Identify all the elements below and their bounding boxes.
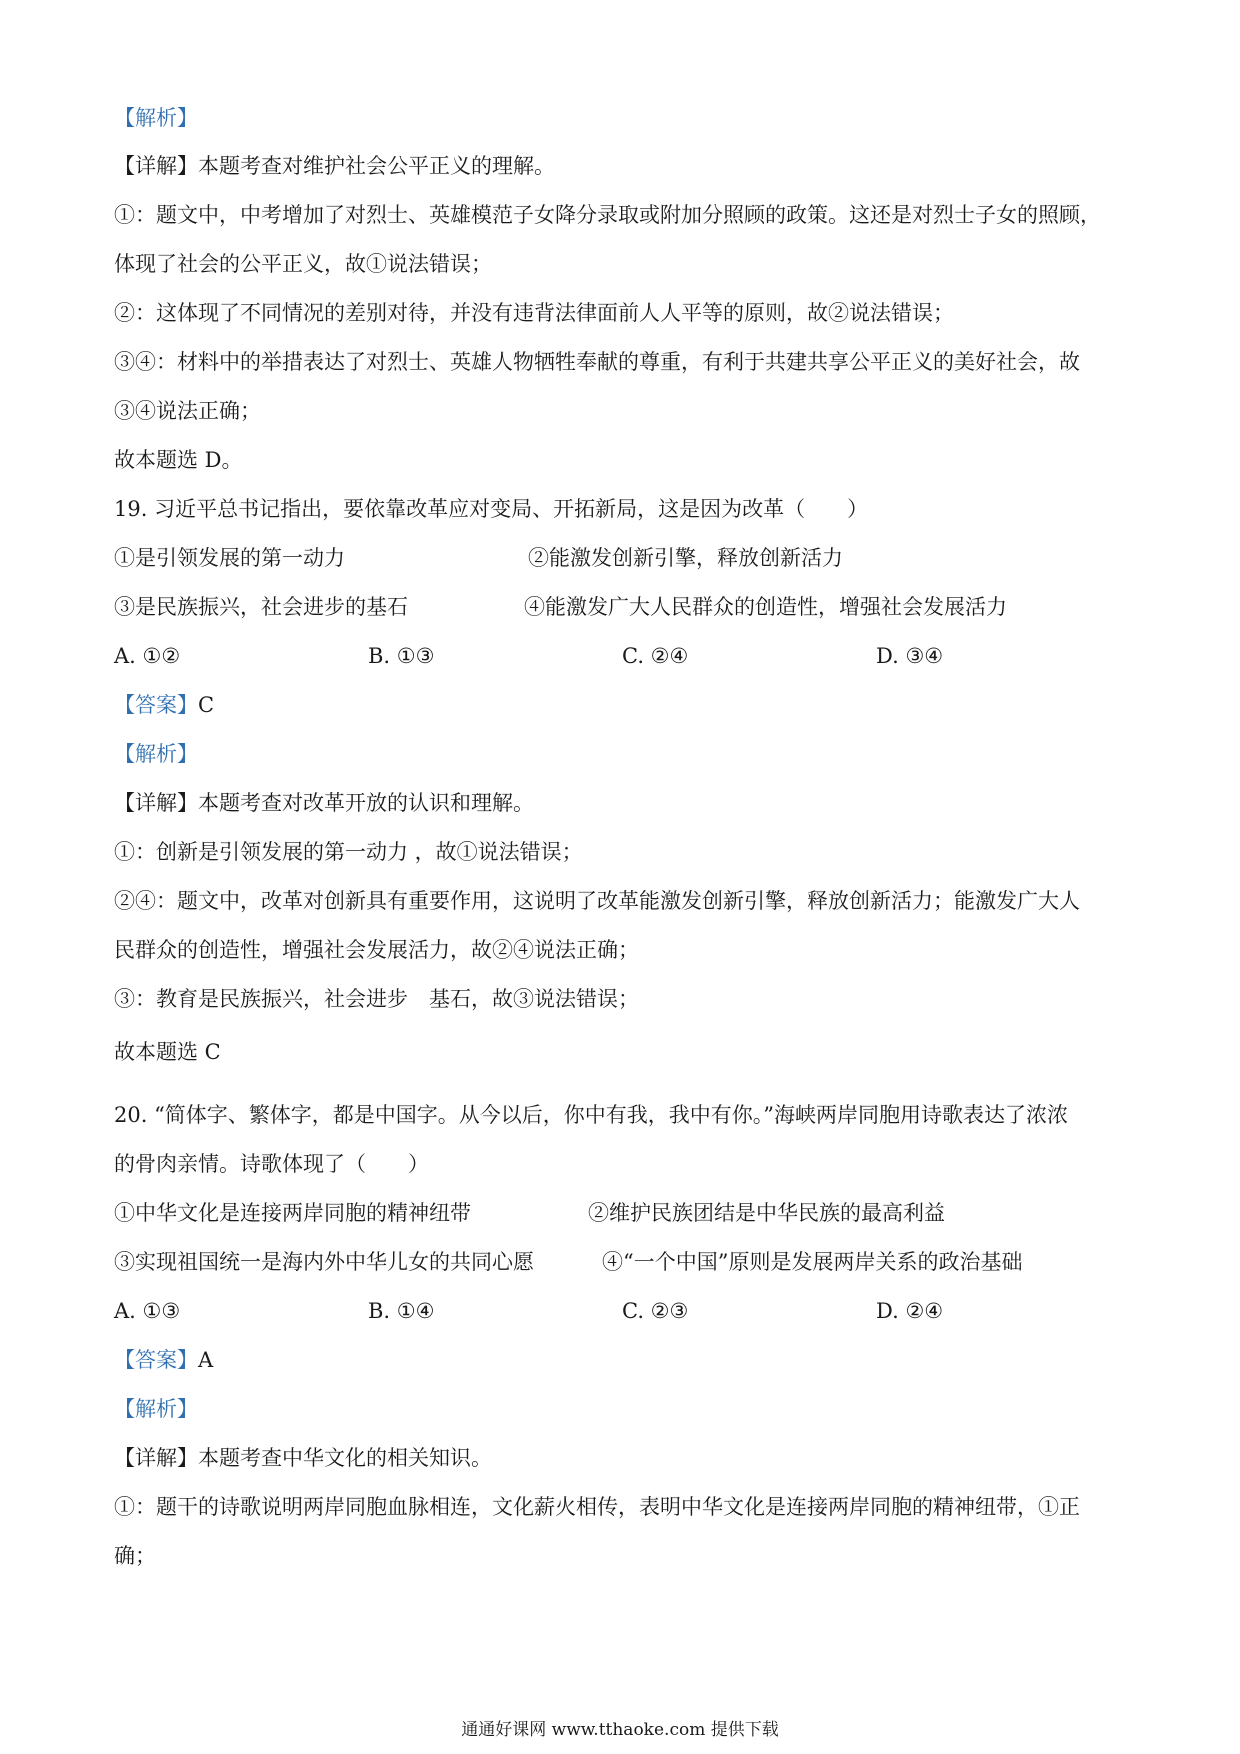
explanation-line: ②④：题文中，改革对创新具有重要作用，这说明了改革能激发创新引擎，释放创新活力；能激发广大人: [114, 889, 1080, 913]
analysis-label: 【解析】: [114, 106, 198, 130]
explanation-line: 体现了社会的公平正义，故①说法错误；: [114, 252, 492, 276]
statement-item: ③实现祖国统一是海内外中华儿女的共同心愿: [114, 1250, 534, 1274]
detail-label: 【详解】: [114, 154, 198, 178]
statement-item: ②能激发创新引擎，释放创新活力: [528, 546, 843, 570]
conclusion-line: 故本题选 C: [114, 1040, 221, 1064]
detail-intro: 本题考查对维护社会公平正义的理解。: [198, 154, 555, 178]
choice-a: A. ①②: [114, 644, 181, 668]
analysis-label: 【解析】: [114, 1397, 198, 1421]
conclusion-line: 故本题选 D。: [114, 448, 243, 472]
choice-b: B. ①④: [368, 1299, 435, 1323]
statement-item: ①中华文化是连接两岸同胞的精神纽带: [114, 1201, 471, 1225]
explanation-line: ①：创新是引领发展的第一动力 ，故①说法错误；: [114, 840, 583, 864]
choice-a: A. ①③: [114, 1299, 181, 1323]
explanation-line: ①：题干的诗歌说明两岸同胞血脉相连，文化薪火相传，表明中华文化是连接两岸同胞的精神纽带，①正: [114, 1495, 1080, 1519]
explanation-line: ③④说法正确；: [114, 399, 261, 423]
answer-label: 【答案】: [114, 693, 198, 717]
question-stem: 的骨肉亲情。诗歌体现了（ ）: [114, 1152, 429, 1176]
explanation-line: ③：教育是民族振兴，社会进步 基石，故③说法错误；: [114, 987, 639, 1011]
answer-label: 【答案】: [114, 1348, 198, 1372]
statement-item: ①是引领发展的第一动力: [114, 546, 345, 570]
answer-value: C: [198, 693, 215, 717]
choice-c: C. ②③: [622, 1299, 689, 1323]
explanation-line: ③④：材料中的举措表达了对烈士、英雄人物牺牲奉献的尊重，有利于共建共享公平正义的美好社会，故: [114, 350, 1080, 374]
choice-d: D. ②④: [876, 1299, 944, 1323]
statement-item: ④“一个中国”原则是发展两岸关系的政治基础: [602, 1250, 1023, 1274]
detail-label: 【详解】: [114, 791, 198, 815]
detail-intro: 本题考查对改革开放的认识和理解。: [198, 791, 534, 815]
explanation-line: 确；: [114, 1544, 156, 1568]
detail-paragraph: [114, 151, 1134, 181]
explanation-line: ②：这体现了不同情况的差别对待，并没有违背法律面前人人平等的原则，故②说法错误；: [114, 301, 954, 325]
choice-c: C. ②④: [622, 644, 689, 668]
explanation-line: ①：题文中，中考增加了对烈士、英雄模范子女降分录取或附加分照顾的政策。这还是对烈士子女的照顾，: [114, 203, 1101, 227]
statement-item: ④能激发广大人民群众的创造性，增强社会发展活力: [524, 595, 1007, 619]
detail-paragraph: [114, 788, 1134, 818]
detail-paragraph: [114, 1443, 1134, 1473]
answer-line: [114, 690, 1134, 720]
explanation-line: 民群众的创造性，增强社会发展活力，故②④说法正确；: [114, 938, 639, 962]
question-stem: 19. 习近平总书记指出，要依靠改革应对变局、开拓新局，这是因为改革（ ）: [114, 497, 869, 521]
detail-intro: 本题考查中华文化的相关知识。: [198, 1446, 492, 1470]
statement-item: ②维护民族团结是中华民族的最高利益: [588, 1201, 945, 1225]
question-stem: 20. “简体字、繁体字，都是中国字。从今以后，你中有我，我中有你。”海峡两岸同胞用诗歌表达了浓浓: [114, 1103, 1069, 1127]
choice-d: D. ③④: [876, 644, 944, 668]
choice-b: B. ①③: [368, 644, 435, 668]
page-footer: 通通好课网 www.tthaoke.com 提供下载: [461, 1720, 779, 1740]
answer-line: [114, 1345, 1134, 1375]
statement-item: ③是民族振兴，社会进步的基石: [114, 595, 408, 619]
analysis-label: 【解析】: [114, 742, 198, 766]
answer-value: A: [198, 1348, 214, 1372]
detail-label: 【详解】: [114, 1446, 198, 1470]
